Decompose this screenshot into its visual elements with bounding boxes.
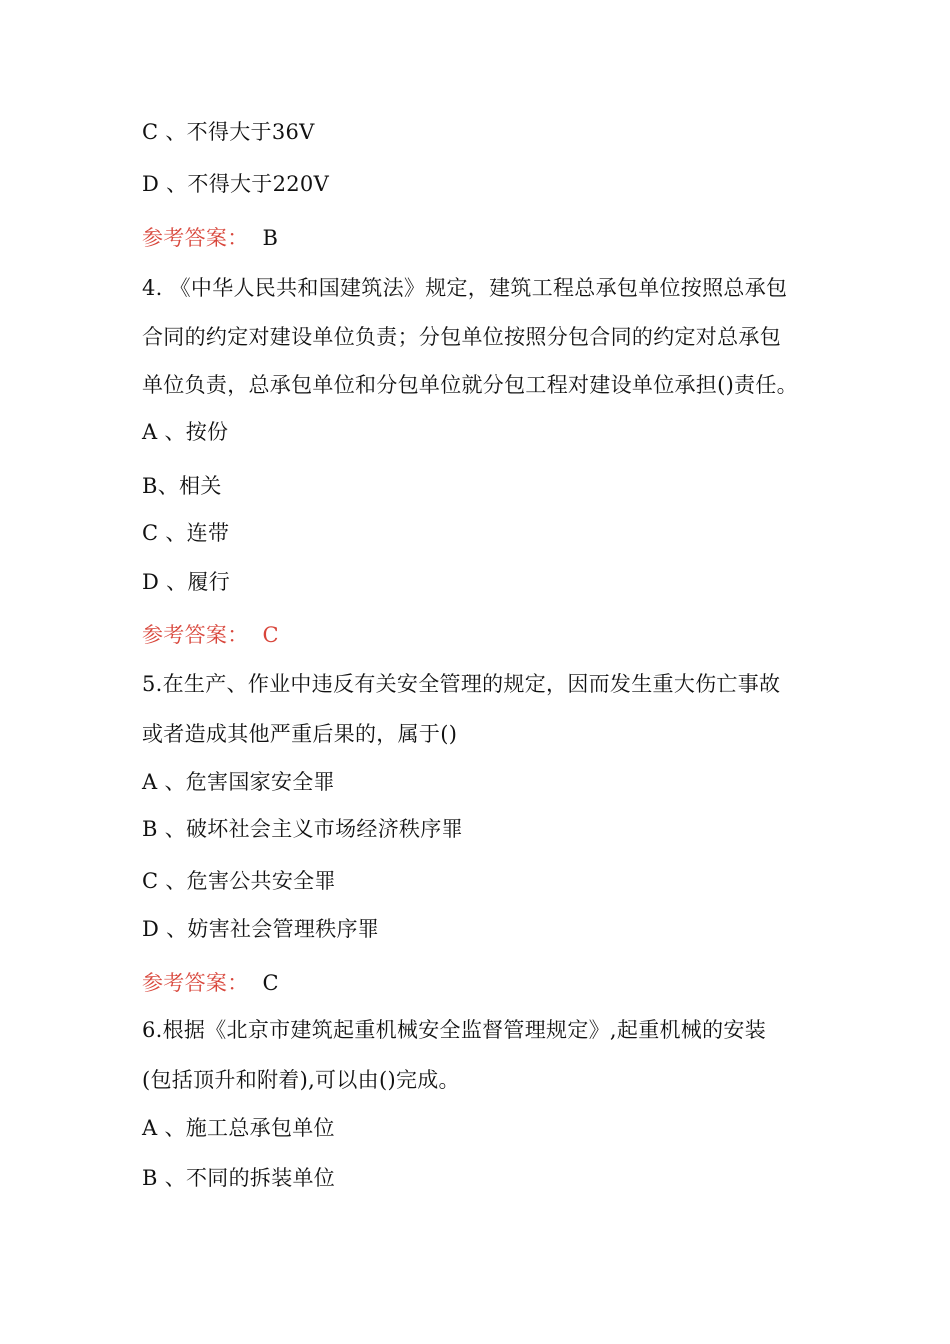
- q3-option-c: C 、不得大于36V: [142, 120, 315, 144]
- q5-stem-line-1: 5.在生产、作业中违反有关安全管理的规定，因而发生重大伤亡事故: [142, 672, 781, 696]
- q6-stem-line-2: (包括顶升和附着),可以由()完成。: [142, 1068, 460, 1092]
- answer-label: 参考答案：: [142, 226, 249, 250]
- answer-label: 参考答案：: [142, 623, 249, 647]
- q4-stem-line-3: 单位负责，总承包单位和分包单位就分包工程对建设单位承担()责任。: [142, 373, 798, 397]
- q4-option-a: A 、按份: [142, 420, 229, 444]
- q4-answer: [142, 621, 279, 649]
- q6-option-a: A 、施工总承包单位: [142, 1116, 335, 1140]
- q4-option-b: B、相关: [142, 474, 222, 498]
- q6-option-b: B 、不同的拆装单位: [142, 1166, 336, 1190]
- answer-value: C: [262, 623, 279, 647]
- q3-option-d: D 、不得大于220V: [142, 172, 330, 196]
- answer-label: 参考答案：: [142, 971, 249, 995]
- q5-option-b: B 、破坏社会主义市场经济秩序罪: [142, 817, 463, 841]
- q5-stem-line-2: 或者造成其他严重后果的，属于(): [142, 722, 458, 746]
- q4-option-d: D 、履行: [142, 570, 231, 594]
- q4-stem-line-2: 合同的约定对建设单位负责；分包单位按照分包合同的约定对总承包: [142, 325, 781, 349]
- q3-answer: [142, 224, 278, 252]
- q4-option-c: C 、连带: [142, 521, 230, 545]
- q5-option-d: D 、妨害社会管理秩序罪: [142, 917, 380, 941]
- q4-stem-line-1: 4. 《中华人民共和国建筑法》规定，建筑工程总承包单位按照总承包: [142, 276, 788, 300]
- q5-option-c: C 、危害公共安全罪: [142, 869, 336, 893]
- answer-value: C: [262, 971, 279, 995]
- answer-value: B: [262, 226, 279, 250]
- q5-answer: [142, 969, 279, 997]
- q6-stem-line-1: 6.根据《北京市建筑起重机械安全监督管理规定》,起重机械的安装: [142, 1018, 767, 1042]
- q5-option-a: A 、危害国家安全罪: [142, 770, 335, 794]
